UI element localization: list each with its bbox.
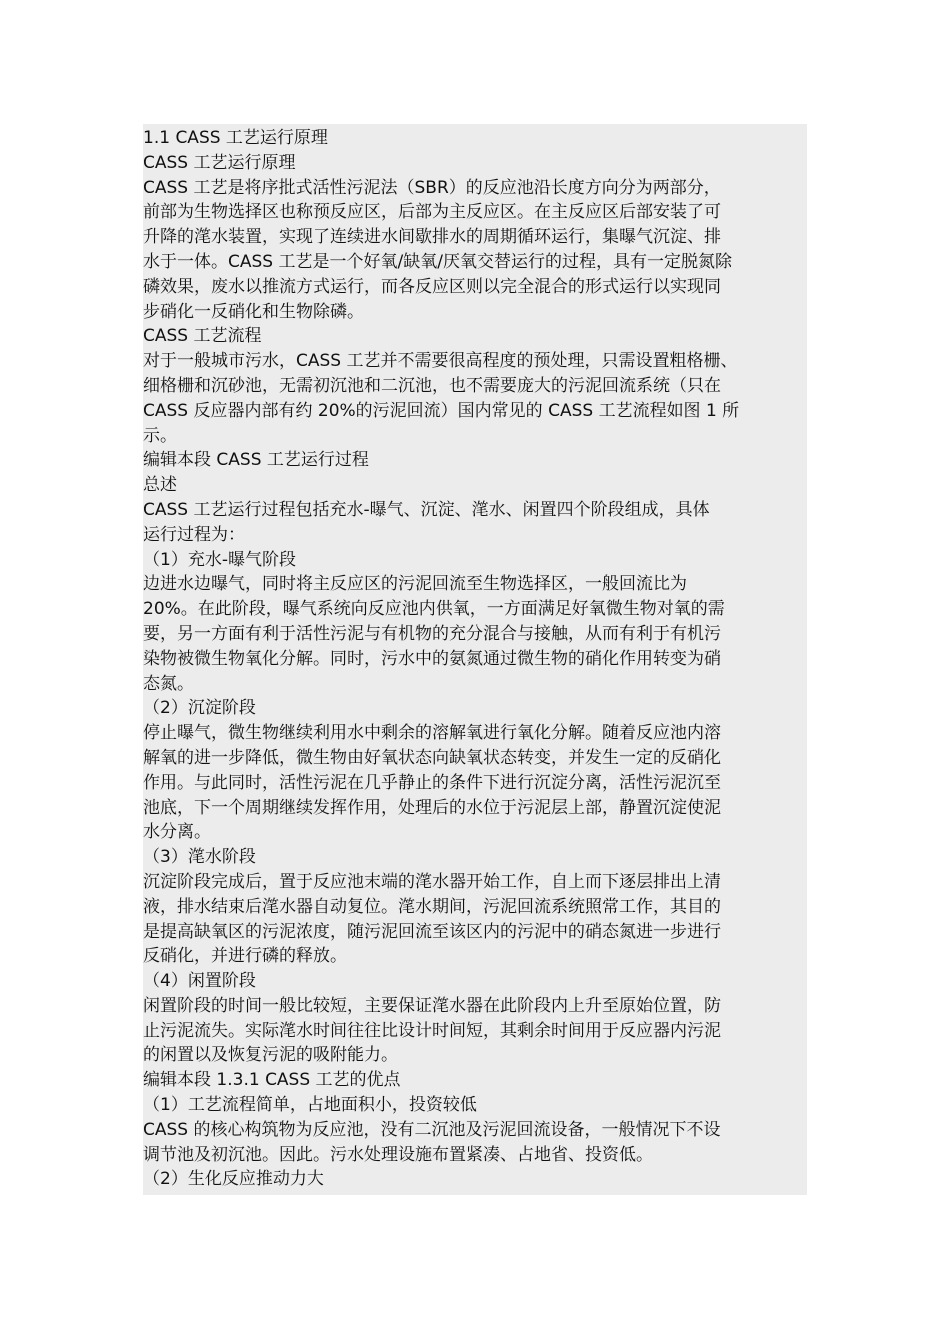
paragraph-line: 液，排水结束后滗水器自动复位。滗水期间，污泥回流系统照常工作，其目的 [143, 896, 721, 917]
paragraph-line: 水分离。 [143, 822, 211, 843]
paragraph-line: CASS 工艺运行过程包括充水-曝气、沉淀、滗水、闲置四个阶段组成，具体 [143, 499, 710, 520]
stage-heading: （1）工艺流程简单，占地面积小，投资较低 [143, 1095, 477, 1116]
paragraph-line: 沉淀阶段完成后，置于反应池末端的滗水器开始工作，自上而下逐层排出上清 [143, 871, 721, 892]
subsection-heading: CASS 工艺流程 [143, 326, 262, 347]
paragraph-line: 池底，下一个周期继续发挥作用，处理后的水位于污泥层上部，静置沉淀使泥 [143, 797, 721, 818]
paragraph-line: CASS 反应器内部有约 20%的污泥回流）国内常见的 CASS 工艺流程如图 1 所 [143, 400, 740, 421]
paragraph-line: 调节池及初沉池。因此。污水处理设施布置紧凑、占地省、投资低。 [143, 1144, 653, 1165]
paragraph-line: 止污泥流失。实际滗水时间往往比设计时间短，其剩余时间用于反应器内污泥 [143, 1020, 721, 1041]
paragraph-line: 运行过程为： [143, 524, 245, 545]
stage-heading: （4）闲置阶段 [143, 971, 256, 992]
paragraph-line: 20%。在此阶段，曝气系统向反应池内供氧，一方面满足好氧微生物对氧的需 [143, 599, 725, 620]
stage-heading: （1）充水-曝气阶段 [143, 549, 296, 570]
paragraph-line: 示。 [143, 425, 177, 446]
paragraph-line: 步硝化一反硝化和生物除磷。 [143, 301, 364, 322]
paragraph-line: CASS 的核心构筑物为反应池，没有二沉池及污泥回流设备，一般情况下不设 [143, 1119, 721, 1140]
stage-heading: （2）生化反应推动力大 [143, 1169, 324, 1190]
section-heading: 1.1 CASS 工艺运行原理 [143, 128, 328, 148]
paragraph-line: 作用。与此同时，活性污泥在几乎静止的条件下进行沉淀分离，活性污泥沉至 [143, 772, 721, 793]
stage-heading: （3）滗水阶段 [143, 847, 256, 868]
paragraph-line: 水于一体。CASS 工艺是一个好氧/缺氧/厌氧交替运行的过程，具有一定脱氮除 [143, 251, 732, 272]
stage-heading: （2）沉淀阶段 [143, 698, 256, 719]
paragraph-line: 是提高缺氧区的污泥浓度，随污泥回流至该区内的污泥中的硝态氮进一步进行 [143, 921, 721, 942]
paragraph-line: 对于一般城市污水，CASS 工艺并不需要很高程度的预处理，只需设置粗格栅、 [143, 351, 738, 372]
paragraph-line: 要，另一方面有利于活性污泥与有机物的充分混合与接触，从而有利于有机污 [143, 623, 721, 644]
paragraph-line: 的闲置以及恢复污泥的吸附能力。 [143, 1045, 398, 1066]
paragraph-line: 解氧的进一步降低，微生物由好氧状态向缺氧状态转变，并发生一定的反硝化 [143, 747, 721, 768]
paragraph-line: 染物被微生物氧化分解。同时，污水中的氨氮通过微生物的硝化作用转变为硝 [143, 648, 721, 669]
subsection-heading: 总述 [143, 475, 177, 496]
subsection-heading: CASS 工艺运行原理 [143, 152, 296, 173]
paragraph-line: 细格栅和沉砂池，无需初沉池和二沉池，也不需要庞大的污泥回流系统（只在 [143, 375, 721, 396]
section-heading: 编辑本段 1.3.1 CASS 工艺的优点 [143, 1070, 401, 1091]
paragraph-line: 磷效果，废水以推流方式运行，而各反应区则以完全混合的形式运行以实现同 [143, 276, 721, 297]
paragraph-line: 前部为生物选择区也称预反应区，后部为主反应区。在主反应区后部安装了可 [143, 202, 721, 223]
section-heading: 编辑本段 CASS 工艺运行过程 [143, 450, 369, 471]
paragraph-line: 闲置阶段的时间一般比较短，主要保证滗水器在此阶段内上升至原始位置，防 [143, 995, 721, 1016]
document-body [143, 124, 807, 1195]
paragraph-line: 升降的滗水装置，实现了连续进水间歇排水的周期循环运行，集曝气沉淀、排 [143, 227, 721, 248]
paragraph-line: 反硝化，并进行磷的释放。 [143, 946, 347, 967]
paragraph-line: 态氮。 [143, 673, 194, 694]
paragraph-line: 边进水边曝气，同时将主反应区的污泥回流至生物选择区，一般回流比为 [143, 574, 687, 595]
paragraph-line: 停止曝气，微生物继续利用水中剩余的溶解氧进行氧化分解。随着反应池内溶 [143, 723, 721, 744]
paragraph-line: CASS 工艺是将序批式活性污泥法（SBR）的反应池沿长度方向分为两部分， [143, 177, 721, 198]
